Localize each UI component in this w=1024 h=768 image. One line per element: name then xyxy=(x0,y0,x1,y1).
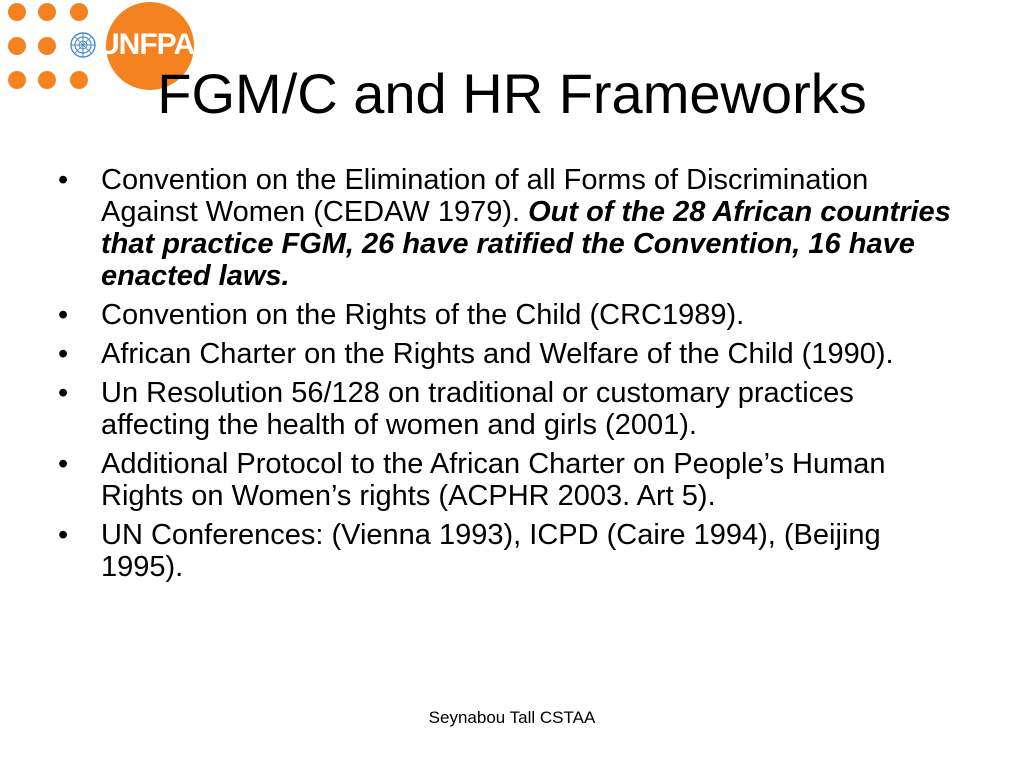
un-emblem-icon xyxy=(66,28,100,62)
bullet-marker: • xyxy=(58,299,69,331)
bullet-item xyxy=(58,164,958,292)
bullet-text: UN Conferences: (Vienna 1993), ICPD (Caire 1994), (Beijing 1995). xyxy=(101,519,881,583)
logo-dot xyxy=(8,3,26,21)
bullet-emphasis-text: Out of the 28 African countries that practice FGM, 26 have ratified the Convention, 16 have enacted laws. xyxy=(101,196,951,292)
bullet-item xyxy=(58,299,958,331)
bullet-marker: • xyxy=(58,164,69,196)
bullet-text: Additional Protocol to the African Charter on People’s Human Rights on Women’s rights (ACPHR 2003. Art 5). xyxy=(101,448,886,512)
bullet-item xyxy=(58,448,958,512)
logo-dot xyxy=(70,3,88,21)
footer-author: Seynabou Tall CSTAA xyxy=(428,708,596,727)
bullet-item xyxy=(58,377,958,441)
bullet-marker: • xyxy=(58,338,69,370)
bullet-text: Un Resolution 56/128 on traditional or customary practices affecting the health of women and girls (2001). xyxy=(101,377,854,441)
slide-title: FGM/C and HR Frameworks xyxy=(157,62,867,125)
logo-dot xyxy=(38,3,56,21)
bullet-marker: • xyxy=(58,519,69,551)
logo-dot xyxy=(8,37,26,55)
bullet-marker: • xyxy=(58,448,69,480)
bullet-marker: • xyxy=(58,377,69,409)
bullet-text: Convention on the Rights of the Child (CRC1989). xyxy=(101,299,745,331)
bullet-list xyxy=(58,164,958,590)
bullet-item xyxy=(58,519,958,583)
logo-text: UNFPA xyxy=(98,28,195,61)
bullet-text: African Charter on the Rights and Welfare of the Child (1990). xyxy=(101,338,894,370)
bullet-text: Convention on the Elimination of all Forms of Discrimination Against Women (CEDAW 1979). xyxy=(101,164,869,228)
logo-dot xyxy=(38,37,56,55)
bullet-item xyxy=(58,338,958,370)
